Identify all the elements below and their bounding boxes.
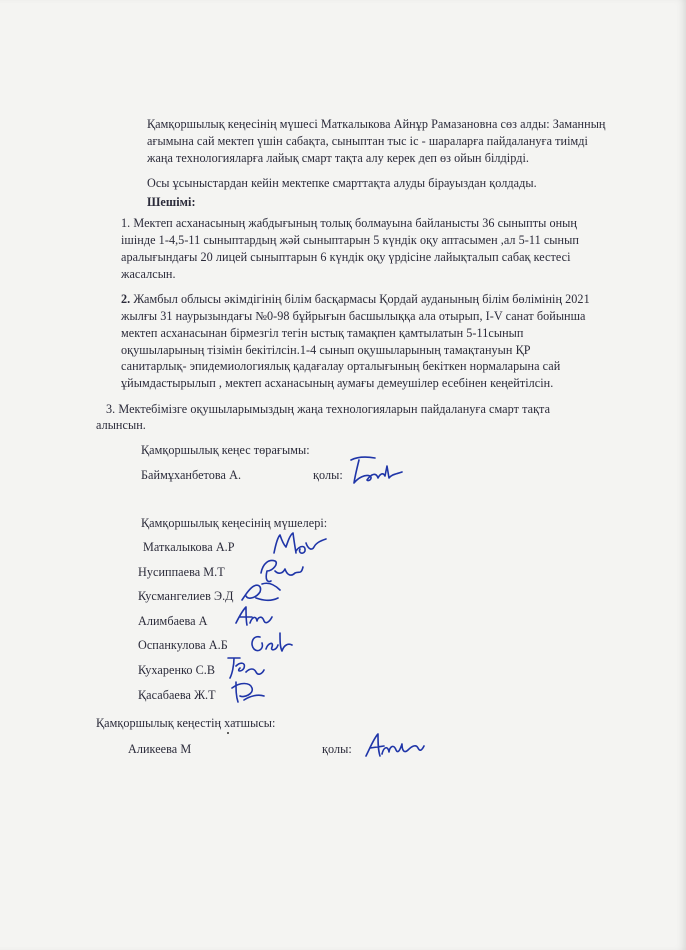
item2-line-4: оқушыларының тізімін бекітілсін.1-4 сынып оқушыларының тамақтануын ҚР bbox=[121, 343, 531, 357]
item2-line-1 bbox=[121, 292, 590, 307]
item1-line-3: аралығындағы 20 лицей сыныптарын 6 күндік оқу үрдісіне лайықталып сабақ кестесі bbox=[121, 250, 571, 264]
chair-name: Баймұханбетова А. bbox=[141, 468, 242, 482]
intro-line-4: Осы ұсыныстардан кейін мектепке смарттақта алуды бірауыздан қолдады. bbox=[147, 176, 537, 190]
chair-signature bbox=[345, 452, 405, 488]
item2-line-3: мектеп асханасынан бірмезгіл тегін ыстық тамақпен қамтылатын 5-11сынып bbox=[121, 326, 524, 340]
item2-number: 2. bbox=[121, 292, 131, 306]
intro-line-3: жаңа технологияларға лайық смарт тақта алу керек деп өз ойын білдірді. bbox=[147, 151, 530, 165]
scan-speck bbox=[227, 732, 229, 734]
decision-heading: Шешімі: bbox=[147, 195, 196, 209]
member-name-5: Оспанкулова А.Б bbox=[138, 638, 228, 652]
secretary-name: Аликеева М bbox=[128, 742, 192, 756]
member-name-7: Қасабаева Ж.Т bbox=[138, 688, 216, 702]
item2-line-5: санитарлық- эпидемиологиялық қадағалау орталығының бекіткен нормаларына сай bbox=[121, 359, 561, 373]
members-title: Қамқоршылық кеңесінің мүшелері: bbox=[141, 516, 328, 530]
member-name-2: Нусиппаева М.Т bbox=[138, 565, 225, 579]
item3-line-1: 3. Мектебімізге оқушыларымыздың жаңа технологияларын пайдалануға смарт тақта bbox=[106, 402, 551, 416]
member-name-1: Маткалыкова А.Р bbox=[143, 540, 235, 554]
member-signature-7 bbox=[228, 674, 270, 706]
item1-line-2: ішінде 1-4,5-11 сыныптардың жәй сыныптарын 5 күндік оқу аптасымен ,ал 5-11 сынып bbox=[121, 233, 579, 247]
item1-line-4: жасалсын. bbox=[121, 267, 176, 281]
member-name-4: Алимбаева А bbox=[138, 614, 208, 628]
secretary-title: Қамқоршылық кеңестің хатшысы: bbox=[96, 716, 276, 730]
intro-line-2: ағымына сай мектеп үшін сабақта, сыныптан тыс іс - шараларға пайдалануға тиімді bbox=[147, 134, 588, 148]
chair-sign-label: қолы: bbox=[313, 468, 343, 482]
chair-title: Қамқоршылық кеңес төрағымы: bbox=[141, 443, 310, 457]
item2-line-2: жылғы 31 наурызындағы №0-98 бұйрығын басшылыққа ала отырып, I-V санат бойынша bbox=[121, 309, 586, 323]
item2-line-1-text: Жамбыл облысы әкімдігінің білім басқармасы Қордай ауданының білім бөлімінің 2021 bbox=[130, 292, 590, 306]
intro-line-1: Қамқоршылық кеңесінің мүшесі Маткалыкова Айнұр Рамазановна сөз алды: Заманның bbox=[147, 117, 606, 131]
item2-line-6: ұйымдастырылып , мектеп асханасының аумағы демеушілер есебінен кеңейтілсін. bbox=[121, 376, 554, 390]
member-name-3: Кусмангелиев Э.Д bbox=[138, 589, 234, 603]
item1-line-1: 1. Мектеп асханасының жабдығының толық болмауына байланысты 36 сыныпты оның bbox=[121, 216, 577, 230]
secretary-sign-label: қолы: bbox=[322, 742, 352, 756]
member-name-6: Кухаренко С.В bbox=[138, 663, 216, 677]
item3-line-2: алынсын. bbox=[96, 418, 146, 432]
secretary-signature bbox=[362, 728, 428, 762]
